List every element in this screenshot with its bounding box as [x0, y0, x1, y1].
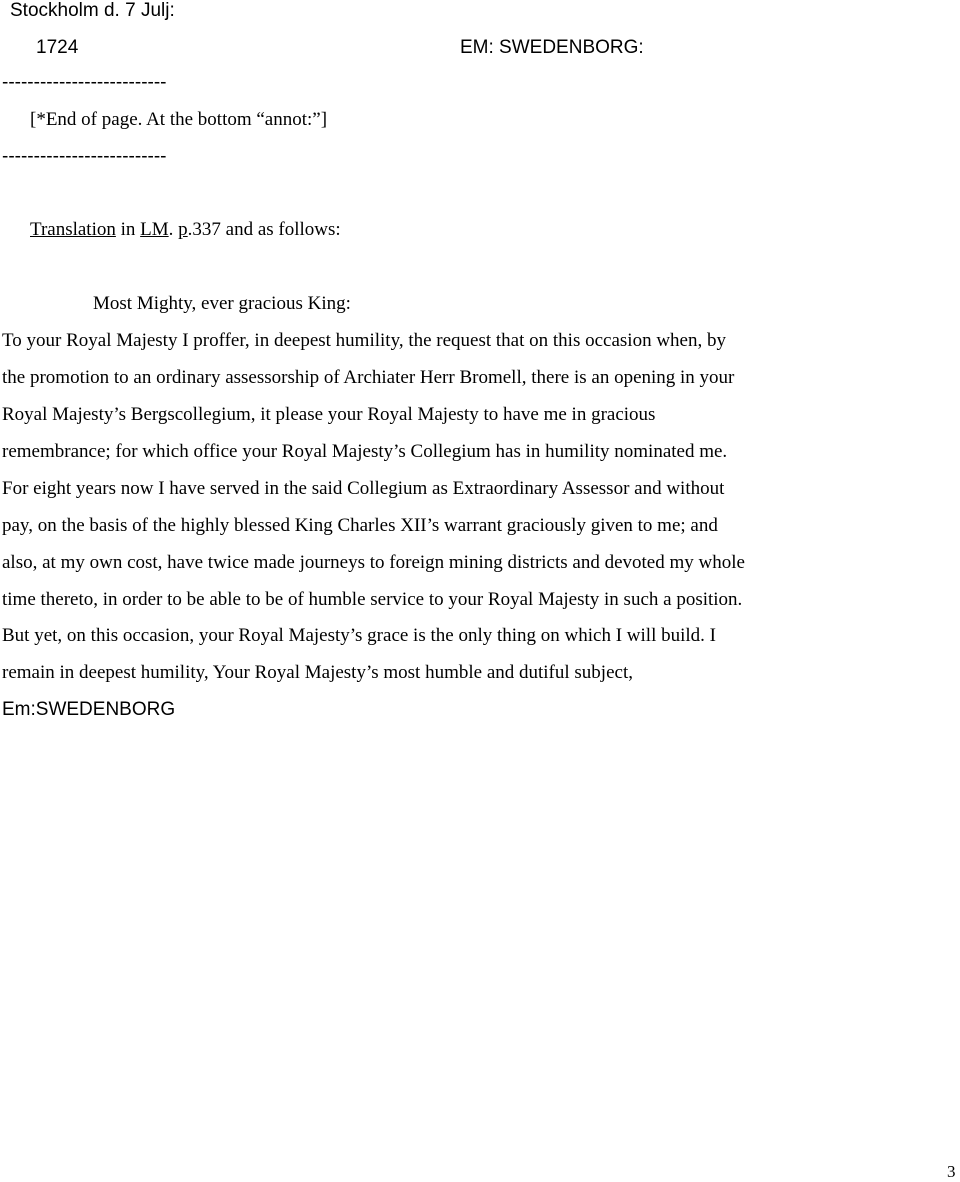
letter-line: the promotion to an ordinary assessorship of Archiater Herr Bromell, there is an opening in your: [2, 367, 735, 388]
letter-line: To your Royal Majesty I proffer, in deepest humility, the request that on this occasion when, by: [2, 330, 726, 351]
letter-line: For eight years now I have served in the said Collegium as Extraordinary Assessor and without: [2, 478, 725, 499]
signature-bottom: Em:SWEDENBORG: [2, 699, 176, 720]
letter-line: But yet, on this occasion, your Royal Majesty’s grace is the only thing on which I will build. I: [2, 625, 716, 646]
page-number: 3: [947, 1162, 956, 1181]
translation-note: [30, 219, 341, 241]
translation-rest: .337 and as follows:: [187, 219, 341, 240]
letter-line: time thereto, in order to be able to be of humble service to your Royal Majesty in such a position.: [2, 589, 743, 610]
letter-line: also, at my own cost, have twice made journeys to foreign mining districts and devoted my whole: [2, 552, 745, 573]
letter-line: Royal Majesty’s Bergscollegium, it please your Royal Majesty to have me in gracious: [2, 404, 656, 425]
separator-rule: --------------------------: [2, 146, 167, 167]
translation-lm: LM: [140, 219, 169, 240]
signature-top: EM: SWEDENBORG:: [460, 37, 644, 58]
separator-rule: --------------------------: [2, 72, 167, 93]
salutation: Most Mighty, ever gracious King:: [93, 293, 351, 314]
letter-line: pay, on the basis of the highly blessed King Charles XII’s warrant graciously given to me; and: [2, 515, 718, 536]
letter-line: remembrance; for which office your Royal Majesty’s Collegium has in humility nominated me.: [2, 441, 728, 462]
translation-p: p: [178, 219, 188, 240]
place-date: Stockholm d. 7 Julj:: [10, 0, 175, 21]
translation-dot: .: [168, 219, 179, 240]
translation-in: in: [115, 219, 141, 240]
letter-line: remain in deepest humility, Your Royal Majesty’s most humble and dutiful subject,: [2, 662, 633, 683]
translation-word: Translation: [30, 219, 116, 240]
annotation-note: [*End of page. At the bottom “annot:”]: [30, 109, 328, 130]
year: 1724: [36, 37, 79, 58]
